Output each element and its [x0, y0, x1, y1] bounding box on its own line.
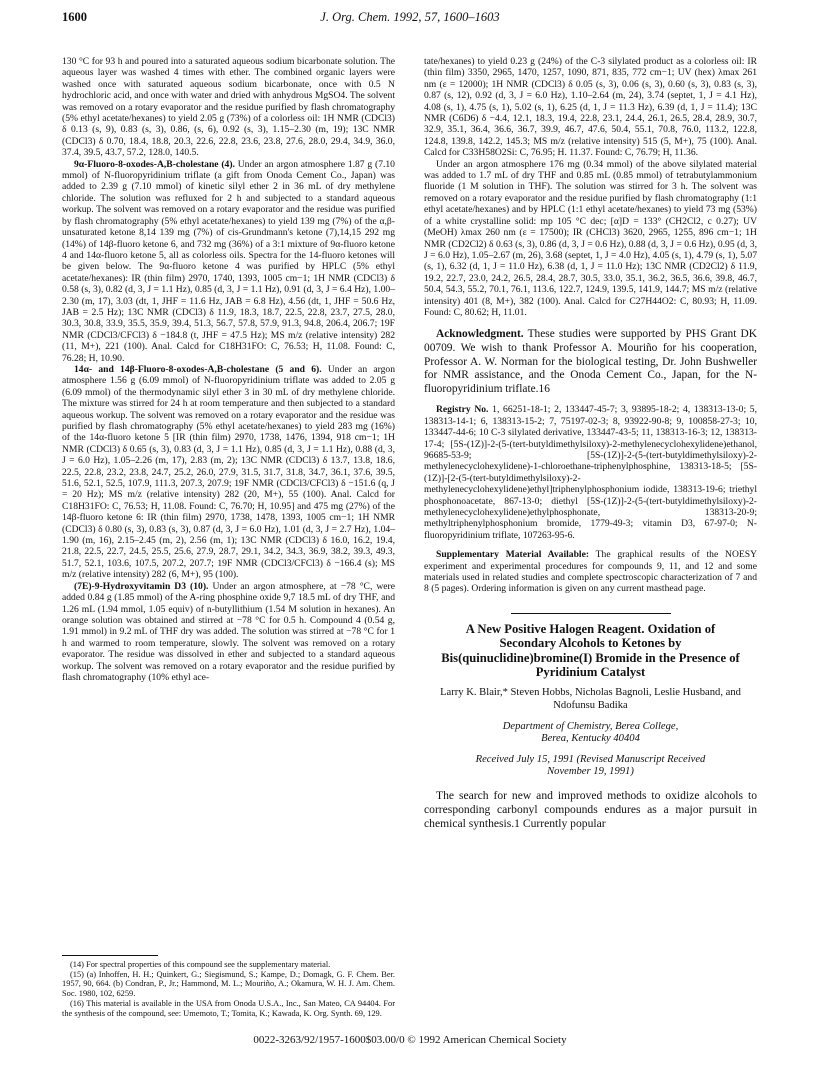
- experimental-paragraph: [62, 159, 395, 364]
- paragraph-body: Under an argon atmosphere 1.87 g (7.10 mmol) of N-fluoropyridinium triflate (a gift from Onoda Cement Co., Japan) was added to 2.39 g (7.10 mmol) of kinetic silyl ether 2 in 36 mL of dry methylene chloride. The solution was refluxed for 2 h and subjected to a standard aqueous workup. The solvent was removed on a rotary evaporator and the residue was purified by flash chromatography (5% ethyl acetate/hexanes) to yield 139 mg (7%) of the α,β-unsaturated ketone 8,14 139 mg (7%) of cis-Grundmann's ketone (7),14,15 292 mg (14%) of 14β-fluoro ketone 6, and 732 mg (36%) of a 3:1 mixture of 9α-fluoro ketone 4 and 14α-fluoro ketone 5, all as colorless oils. Spectra for the 14-fluoro ketones will be given below. The 9α-fluoro ketone 4 was purified by HPLC (5% ethyl acetate/hexanes): IR (thin film) 2970, 1740, 1393, 1005 cm−1; 1H NMR (CDCl3) δ 0.58 (s, 3), 0.82 (d, 3, J = 1.1 Hz), 0.85 (d, 3, J = 1.1 Hz), 0.91 (d, 3, J = 6.4 Hz), 1.00–2.30 (m, 17), 3.03 (dt, 1, JHF = 11.6 Hz, JAB = 6.8 Hz), 4.56 (dt, 1, JHF = 50.6 Hz, JAB = 2.5 Hz); 13C NMR (CDCl3) δ 11.9, 18.3, 18.7, 22.5, 22.8, 23.7, 27.5, 28.0, 30.3, 30.8, 33.9, 35.5, 35.9, 39.4, 51.3, 56.7, 57.8, 57.9, 91.3, 94.8, 206.4, 206.7; 19F NMR (CDCl3/CFCl3) δ −184.8 (t, JHF = 47.5 Hz); MS m/z (relative intensity) 282 (11, M+), 221 (100). Anal. Calcd for C18H31FO: C, 76.53; H, 11.08. Found: C, 76.28; H, 10.90.: [62, 158, 395, 364]
- experimental-paragraph: Under an argon atmosphere 176 mg (0.34 mmol) of the above silylated material was added to 1.7 mL of dry THF and 0.85 mL (0.85 mmol) of tetrabutylammonium fluoride (1 M solution in THF). The solution was stirred for 3 h. The solvent was removed on a rotary evaporator and the residue purified by flash chromatography (1:1 ethyl acetate/hexanes) and by HPLC (1:1 ethyl acetate/hexanes) to yield 73 mg (53%) of a white crystalline solid: mp 105 °C dec; [α]D = 133° (CH2Cl2, c 0.27); UV (MeOH) λmax 260 nm (ε = 17500); IR (CHCl3) 3620, 2965, 1255, 896 cm−1; 1H NMR (CD2Cl2) δ 0.63 (s, 3), 0.86 (d, 3, J = 0.6 Hz), 0.88 (d, 3, J = 0.6 Hz), 0.95 (d, 3, J = 6.0 Hz), 1.05–2.67 (m, 26), 3.68 (septet, 1, J = 4.0 Hz), 4.05 (s, 1), 4.79 (s, 1), 5.07 (s, 1), 6.32 (d, 1, J = 11.0 Hz), 6.38 (d, 1, J = 11.0 Hz); 13C NMR (CD2Cl2) δ 11.9, 19.2, 22.7, 23.0, 24.2, 26.5, 28.4, 28.7, 30.5, 33.0, 35.1, 36.2, 36.5, 36.6, 39.8, 46.7, 50.4, 54.3, 55.2, 70.1, 76.1, 113.6, 122.7, 124.9, 139.5, 141.9, 144.7; MS m/z (relative intensity) 401 (8, M+), 382 (100). Anal. Calcd for C27H44O2: C, 80.93; H, 11.09. Found: C, 80.62; H, 11.01.: [424, 158, 757, 318]
- acknowledgment: [424, 328, 757, 396]
- page-number: 1600: [62, 10, 87, 24]
- acknowledgment-heading: Acknowledgment.: [436, 328, 524, 341]
- received-line: November 19, 1991): [547, 766, 634, 778]
- affiliation-line: Department of Chemistry, Berea College,: [502, 720, 679, 732]
- left-column: [62, 56, 395, 683]
- experimental-paragraph: [62, 581, 395, 684]
- supplementary-material: [424, 549, 757, 595]
- compound-heading: (7E)-9-Hydroxyvitamin D3 (10).: [74, 580, 209, 592]
- experimental-paragraph: tate/hexanes) to yield 0.23 g (24%) of the C-3 silylated product as a colorless oil: IR (thin film) 3350, 2965, 1470, 1257, 1090, 871, 835, 772 cm−1; UV (hex) λmax 261 nm (ε = 12000); 1H NMR (CDCl3) δ 0.05 (s, 3), 0.06 (s, 3), 0.60 (s, 3), 0.83 (s, 3), 0.87 (s, 12), 0.92 (d, 3, J = 6.0 Hz), 1.10–2.64 (m, 24), 3.74 (septet, 1, J = 4.1 Hz), 4.08 (s, 1), 4.75 (s, 1), 5.02 (s, 1), 6.25 (d, 1, J = 11.3 Hz), 6.39 (d, 1, J = 11.4); 13C NMR (C6D6) δ −4.4, 12.1, 18.3, 19.4, 22.8, 23.1, 24.4, 26.1, 26.5, 28.4, 28.9, 30.7, 32.9, 35.1, 36.4, 36.6, 36.7, 39.9, 46.7, 47.6, 50.4, 55.1, 70.8, 76.0, 113.2, 122.8, 124.8, 139.8, 142.2, 145.3; MS m/z (relative intensity) 515 (5, M+), 75 (100). Anal. Calcd for C33H58O2Si: C, 76.95; H. 11.37. Found: C, 76.79; H, 11.36.: [424, 56, 757, 159]
- article-intro: The search for new and improved methods to oxidize alcohols to corresponding carbonyl compounds endures as a major pursuit in chemical synthesis.1 Currently popular: [424, 789, 757, 830]
- experimental-paragraph: [62, 364, 395, 581]
- footnote-16: (16) This material is available in the USA from Onoda U.S.A., Inc., San Mateo, CA 94404. For the synthesis of the compound, see: Umemoto, T.; Tomita, K.; Kawada, K. Org. Synth. 69, 129.: [62, 998, 395, 1018]
- supplementary-heading: Supplementary Material Available:: [436, 549, 590, 561]
- received-date: [424, 754, 757, 779]
- registry-numbers: [424, 404, 757, 541]
- right-column: [424, 56, 757, 830]
- page-header: [62, 10, 758, 28]
- experimental-paragraph: 130 °C for 93 h and poured into a saturated aqueous sodium bicarbonate solution. The aqueous layer was washed 4 times with ether. The combined organic layers were washed once with saturated aqueous sodium bicarbonate, once with 0.5 N hydrochloric acid, and once with water and dried with anhydrous MgSO4. The solvent was removed on a rotary evaporator and the residue purified by flash chromatography (5% ethyl acetate/hexanes) to yield 2.05 g (73%) of a colorless oil: 1H NMR (CDCl3) δ 0.13 (s, 9), 0.83 (s, 3), 0.86, (s, 6), 0.92 (s, 3), 1.15–2.30 (m, 19); 13C NMR (CDCl3) δ 0.70, 18.4, 18.8, 20.3, 22.6, 22.8, 23.6, 23.8, 27.6, 28.0, 29.4, 34.9, 36.0, 37.4, 39.5, 43.7, 57.2, 128.0, 140.5.: [62, 56, 395, 159]
- compound-heading: 9α-Fluoro-8-oxodes-A,B-cholestane (4).: [74, 158, 235, 170]
- registry-heading: Registry No.: [436, 404, 489, 416]
- footnotes: [62, 960, 395, 1018]
- paragraph-body: Under an argon atmosphere 1.56 g (6.09 mmol) of N-fluoropyridinium triflate was added to 2.05 g (6.09 mmol) of the thermodynamic silyl ether 3 in 30 mL of dry methylene chloride. The mixture was stirred for 24 h at room temperature and then subjected to a standard aqueous workup. The solvent was removed on a rotary evaporator and the residue was purified by flash chromatography (5% ethyl acetate/hexanes) to yield 283 mg (16%) of the 14α-fluoro ketone 5 [IR (thin film) 2970, 1738, 1476, 1394, 918 cm−1; 1H NMR (CDCl3) δ 0.65 (s, 3), 0.83 (d, 3, J = 1.1 Hz), 0.85 (d, 3, J = 1.1 Hz), 0.88 (d, 3, J = 6.0 Hz), 1.05–2.26 (m, 17), 2.83 (m, 2); 13C NMR (CDCl3) δ 13.7, 13.8, 18.6, 22.5, 22.8, 23.2, 23.8, 24.7, 25.2, 26.0, 27.9, 31.5, 31.7, 31.8, 34.7, 36.1, 37.6, 39.5, 51.6, 52.1, 52.5, 107.9, 111.3, 207.3, 207.9; 19F NMR (CDCl3/CFCl3) δ −151.6 (q, J = 20 Hz); MS m/z (relative intensity) 282 (20, M+), 55 (100). Anal. Calcd for C18H31FO: C, 76.53; H, 11.08. Found: C, 76.70; H, 10.95] and 475 mg (27%) of the 14β-fluoro ketone 6: IR (thin film) 2970, 1738, 1478, 1393, 1005 cm−1; 1H NMR (CDCl3) δ 0.80 (s, 3), 0.83 (s, 3), 0.87 (d, 3, J = 6.0 Hz), 1.01 (d, 3, J = 2.7 Hz), 1.04–1.90 (m, 16), 2.15–2.45 (m, 2), 2.56 (m, 1); 13C NMR (CDCl3) δ 16.0, 16.2, 19.4, 21.8, 22.5, 22.7, 24.5, 25.5, 25.6, 27.9, 28.7, 29.1, 34.2, 34.3, 36.9, 38.2, 39.3, 49.3, 51.7, 52.1, 103.6, 107.5, 207.2, 207.7; 19F NMR (CDCl3/CFCl3) δ −166.4 (s); MS m/z (relative intensity) 282 (6, M+), 95 (100).: [62, 363, 396, 581]
- article-affiliation: [424, 721, 757, 746]
- supplementary-body: The graphical results of the NOESY experiment and experimental procedures for compounds 9, 11, and 12 and some materials used in related studies and complete spectroscopic characterization of 7 and 8 (5 pages). Ordering information is given on any current masthead page.: [424, 549, 757, 595]
- article-title: A New Positive Halogen Reagent. Oxidation of Secondary Alcohols to Ketones by Bis(quinuclidine)bromine(I) Bromide in the Presence of Pyridinium Catalyst: [441, 621, 740, 680]
- page-footer: 0022-3263/92/1957-1600$03.00/0 © 1992 American Chemical Society: [253, 1034, 567, 1046]
- acknowledgment-body: These studies were supported by PHS Grant DK 00709. We wish to thank Professor A. Mouriño for his cooperation, Professor A. W. Norman for the biological testing, Dr. John Bushweller for NMR assistance, and the Onoda Cement Co., Japan, for the N-fluoropyridinium triflate.16: [424, 328, 757, 395]
- registry-body: 1, 66251-18-1; 2, 133447-45-7; 3, 93895-18-2; 4, 138313-13-0; 5, 138313-14-1; 6, 138313-15-2; 7, 75197-02-3; 8, 93922-90-8; 9, 100858-27-3; 10, 133447-44-6; 10 C-3 silylated derivative, 133447-43-5; 11, 138313-16-3; 12, 138313-17-4; [5S-(1Z)]-2-(5-(tert-butyldimethylsiloxy)-2-methylenecyclohexylidene)ethanol, 96685-53-9; [5S-(1Z)]-2-(5-(tert-butyldimethylsiloxy)-2-methylenecyclohexylidene)-1-chloroethane-triphenylphosphine, 138313-18-5; [5S-(1Z)]-[2-(5-(tert-butyldimethylsiloxy)-2-methylenecyclohexylidene)ethyl]triphenylphosphonium iodide, 138313-19-6; triethyl phosphonoacetate, 867-13-0; diethyl [5S-(1Z)]-2-(5-(tert-butyldimethylsiloxy)-2-methylenecyclohexylidene)ethylphosphonate, 138313-20-9; methyltriphenylphosphonium bromide, 1779-49-3; vitamin D3, 67-97-0; N-fluoropyridinium triflate, 107263-95-6.: [424, 404, 757, 541]
- paragraph-body: Under an argon atmosphere, at −78 °C, were added 0.84 g (1.85 mmol) of the A-ring phosphine oxide 9,7 18.5 mL of dry THF, and 1.26 mL (1.94 mmol, 1.05 equiv) of n-butyllithium (1.54 M solution in hexanes). An orange solution was obtained and stirred at −78 °C for 0.5 h. Compound 4 (0.54 g, 1.91 mmol) in 9.2 mL of THF dry was added. The solution was stirred at −78 °C for 1 h and warmed to room temperature, slowly. The solvent was removed on a rotary evaporator. The residue was dissolved in ether and subjected to a standard aqueous workup. The solvent was removed on a rotary evaporator and the residue purified by flash chromatography (10% ethyl ace-: [62, 580, 396, 683]
- article-divider: [511, 613, 671, 614]
- journal-line: J. Org. Chem. 1992, 57, 1600–1603: [320, 10, 500, 24]
- article-authors: Larry K. Blair,* Steven Hobbs, Nicholas Bagnoli, Leslie Husband, and Ndofunsu Badika: [440, 687, 741, 712]
- footnote-15: (15) (a) Inhoffen, H. H.; Quinkert, G.; Siegismund, S.; Kampe, D.; Domagk, G. F. Chem. Ber. 1957, 90, 664. (b) Condran, P., Jr.; Hammond, M. L.; Mouriño, A.; Okamura, W. H. J. Am. Chem. Soc. 1980, 102, 6259.: [62, 969, 395, 999]
- footnote-14: (14) For spectral properties of this compound see the supplementary material.: [70, 960, 331, 969]
- received-line: Received July 15, 1991 (Revised Manuscript Received: [475, 753, 706, 765]
- compound-heading: 14α- and 14β-Fluoro-8-oxodes-A,B-cholestane (5 and 6).: [74, 363, 322, 375]
- affiliation-line: Berea, Kentucky 40404: [541, 733, 640, 745]
- footnote-divider: [62, 955, 158, 956]
